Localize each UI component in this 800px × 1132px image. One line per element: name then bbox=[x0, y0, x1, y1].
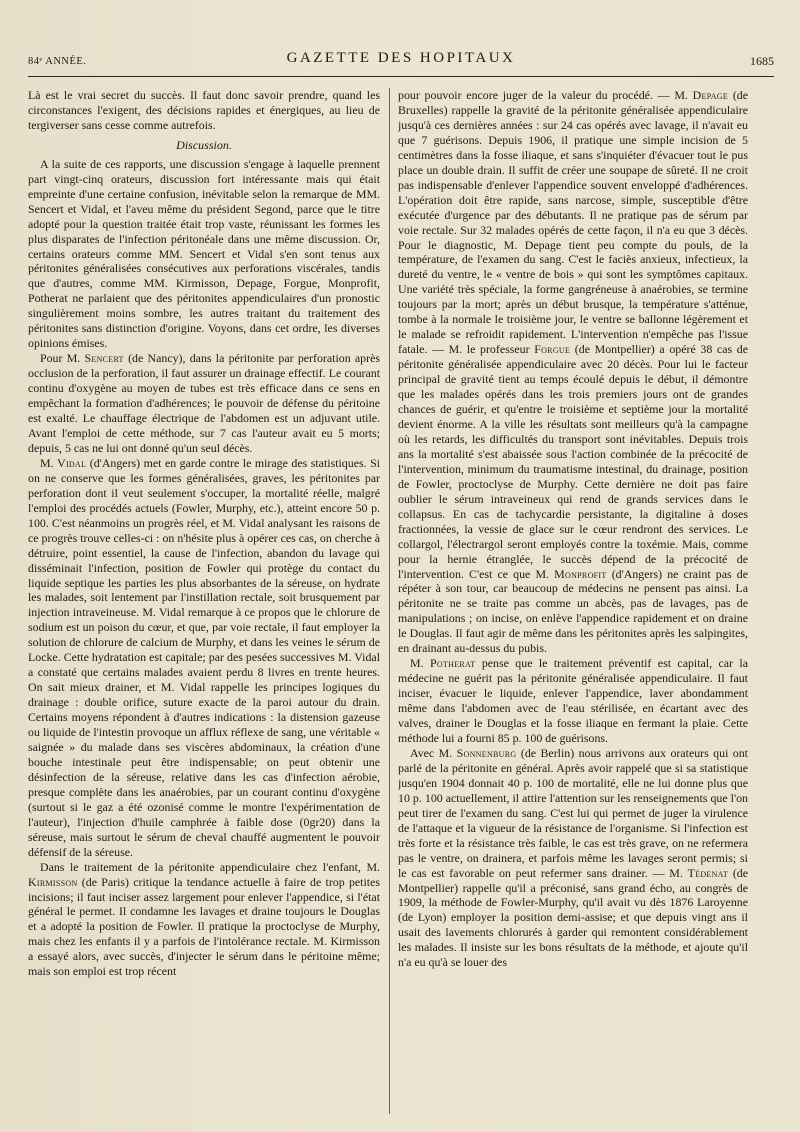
paragraph bbox=[28, 456, 380, 860]
paragraph bbox=[28, 860, 380, 980]
header-rule bbox=[28, 76, 774, 77]
paragraph bbox=[398, 746, 748, 970]
paragraph: A la suite de ces rapports, une discussion s'engage à laquelle prennent part vingt-cinq orateurs, discussion fort intéressante mais qui était empreinte d'une certaine confusion, inévitable selon la remarque de MM. Sencert et Vidal, et l'aveu même du président Segond, parce que le titre adopté pour la question traitée était trop vaste, réunissant les formes les plus disparates de l'infection péritonéale dans une même discussion. Or, certains orateurs comme MM. Sencert et Vidal s'en sont tenus aux péritonites généralisées consécutives aux perforations viscérales, tandis que d'autres, comme MM. Kirmisson, Depage, Forgue, Monprofit, Potherat ne parlaient que des péritonites appendiculaires d'un pronostic singulièrement moins sombre, les autres traitant du traitement des péritonites sans distinction d'origine. Voyons, dans cet ordre, les diverses opinions émises. bbox=[28, 156, 380, 351]
column-divider bbox=[389, 88, 390, 1114]
header-year: 84ᵉ ANNÉE. bbox=[28, 56, 87, 67]
text-run: pense que le traitement préventif est capital, car la médecine ne guérit pas la péritonite généralisée appendiculaire. Il faut inciser, évacuer le liquide, enlever l'appendice, laver abondamment même dans l'abdomen avec de l'eau stérilisée, en écartant avec des valves, drainer le Douglas et la fosse iliaque en fermant la plaie. Cette méthode lui a fourni 85 p. 100 de guérisons. bbox=[398, 656, 748, 745]
paragraph bbox=[398, 656, 748, 746]
paragraph: Là est le vrai secret du succès. Il faut donc savoir prendre, quand les circonstances l'exigent, des décisions rapides et énergiques, au lieu de tergiverser sans cesse comme autrefois. bbox=[28, 88, 380, 132]
text-run: (de Bruxelles) rappelle la gravité de la péritonite généralisée appendiculaire jusqu'à ces dernières années : sur 24 cas opérés avec lavage, il n'avait eu que 7 guérisons. Depuis 1906, il pratique une simple incision de 5 centimètres dans la fosse iliaque, et sans s'inquiéter d'évacuer tout le pus place un double drain. Il suffit de créer une soupape de sûreté. Il ne croit pas indispensable d'enlever l'appendice souvent enveloppé d'adhérences. L'opération doit être rapide, sans narcose, simple, susceptible d'être exécutée d'urgence par des débutants. Il ne pratique pas de sérum par voie rectale. Sur 32 malades opérés de cette façon, il n'a eu que 3 décès. Pour le diagnostic, M. Depage tient peu compte du pouls, de la température, de l'examen du sang. C'est le faciès anxieux, infectieux, la dureté du ventre, le « ventre de bois » qui sont les symptômes capitaux. Une variété très spéciale, la forme gangréneuse à anaérobies, se termine toujours par la mort; après un début brusque, la température s'atténue, tombe à la normale le troisième jour, le ventre se ballonne légèrement et le malade se refroidit rapidement. L'intervention n'empêche pas l'issue fatale. — M. le professeur bbox=[398, 88, 748, 357]
author-name: Depage bbox=[692, 88, 729, 102]
right-column bbox=[398, 88, 748, 1118]
text-run: Avec M. bbox=[410, 745, 457, 760]
text-run: (de Montpellier) rappelle qu'il a préconisé, sans grand écho, au congrès de 1909, la méthode de Fowler-Murphy, qu'il avait vu dès 1876 Laroyenne (de Lyon) employer la position demi-assise; et que depuis vingt ans il usait des lavements chlorurés à garder qui remontent considérablement les malades. Il insiste sur les bons résultats de la méthode, et ajoute qu'il n'a eu qu'à se louer des bbox=[398, 865, 748, 970]
section-heading: Discussion. bbox=[176, 137, 232, 152]
text-run: (de Nancy), dans la péritonite par perforation après occlusion de la perforation, il faut assurer un drainage effectif. Le courant continu d'oxygène au moyen de tubes est très efficace dans ce sens en empêchant la formation d'adhérences; le pouvoir de défense du péritoine est exalté. Le chauffage électrique de l'abdomen est un adjuvant utile. Avant l'emploi de cette méthode, sur 7 cas l'auteur avait eu 5 morts; depuis, 5 cas ne lui ont donné qu'un seul décès. bbox=[28, 351, 380, 455]
author-name: Sonnenburg bbox=[456, 745, 517, 760]
author-name: Potherat bbox=[429, 656, 476, 671]
page-number: 1685 bbox=[750, 54, 774, 68]
author-name: Monprofit bbox=[554, 566, 607, 581]
paragraph bbox=[398, 88, 748, 656]
author-name: Kirmisson bbox=[28, 874, 78, 889]
text-run: (de Berlin) nous arrivons aux orateurs qui ont parlé de la péritonite en général. Après avoir rappelé que si sa statistique jusqu'en 1904 donnait 40 p. 100 de mortalité, elle ne lui donne plus que 10 p. 100 actuellement, il attire l'attention sur les renseignements que l'on peut tirer de l'examen du sang. C'est lui qui permet de juger la virulence de l'attaque et la vigueur de la résistance de l'organisme. Si l'infection est très forte et la résistance très faible, le cas est très grave, on ne refermera pas le ventre, on drainera, et parfois même les lavages seront permis; si le cas est favorable on peut refermer sans drainer. — M. bbox=[398, 745, 748, 880]
text-run: (de Paris) critique la tendance actuelle à faire de trop petites incisions; il faut inciser assez largement pour enlever l'appendice, si l'état général le permet. Il condamne les lavages et draine toujours le Douglas et a adopté la position de Fowler. Il pratique la proctoclyse de Murphy, mais chez les enfants il y a parfois de l'intolérance rectale. M. Kirmisson a essayé alors, avec succès, d'injecter le sérum dans le péritoine même; mais son emploi est trop récent bbox=[28, 874, 380, 979]
author-name: Forgue bbox=[534, 342, 571, 357]
page-header bbox=[28, 50, 774, 72]
journal-title: GAZETTE DES HOPITAUX bbox=[286, 50, 516, 66]
text-run: Dans le traitement de la péritonite appendiculaire chez l'enfant, M. bbox=[40, 859, 380, 874]
text-run: pour pouvoir encore juger de la valeur du procédé. — M. bbox=[398, 88, 693, 102]
text-run: M. bbox=[40, 455, 58, 470]
text-run: (d'Angers) ne craint pas de répéter à son tour, car beaucoup de médecins ne pensent pas ainsi. La péritonite ne se traite pas comme un abcès, pas de lavages, pas de manipulations ; on incise, on enlève l'appendice rapidement et on draine le Douglas. Il faut agir de même dans les péritonites après les salpingites, en drainant au-dessus du pubis. bbox=[398, 566, 748, 656]
left-column bbox=[28, 88, 380, 1118]
text-run: (de Montpellier) a opéré 38 cas de péritonite généralisée appendiculaire avec 20 décès. Pour lui le facteur principal de gravité tient au temps écoulé depuis le début, il démontre que les malades opérés dans les trois premiers jours ont de grandes chances de guérir, et qu'entre le troisième et septième jour la mortalité devient énorme. A la ville les résultats sont meilleurs qu'à la campagne où les retards, les difficultés du transport sont inévitables. Depuis trois ans la mortalité s'est abaissée sous l'action combinée de la précocité de l'intervention, minimum du traumatisme intestinal, du drainage, position de Fowler, proctoclyse de Murphy. Cette dernière ne doit pas faire oublier le sérum intraveineux qui rend de grands services dans le collapsus. En cas de tachycardie persistante, la digitaline à doses fractionnées, la vessie de glace sur le cœur rendront des services. Le collargol, l'électrargol seront employés contre la toxémie. Mais, comme pour la hernie étranglée, le succès dépend de la précocité de l'intervention. C'est ce que M. bbox=[398, 342, 748, 581]
author-name: Vidal bbox=[57, 455, 87, 470]
text-run: (d'Angers) met en garde contre le mirage des statistiques. Si on ne conserve que les formes généralisées, graves, les péritonites par perforation dont il veut seulement s'occuper, la mortalité réelle, malgré l'emploi des procédés actuels (Fowler, Murphy, etc.), atteint encore 50 p. 100. C'est néanmoins un progrès réel, et M. Vidal analysant les raisons de ce progrès trouve celles-ci : on n'hésite plus à opérer ces cas, on cherche à détruire, point essentiel, la cause de l'infection, abandon du lavage qui disséminait l'infection, position de Fowler qui protège du contact du liquide septique les parties les plus absorbantes de la séreuse, on hydrate les malades, soit lentement par l'instillation rectale, soit brusquement par injection intraveineuse. M. Vidal remarque à ce propos que le chlorure de sodium est un poison du cœur, et que, par voie rectale, il faut employer la solution de chlorure de calcium de Murphy, et dans les veines le sérum de Locke. Cette hydratation est capitale; par des pesées successives M. Vidal a constaté que certains malades avaient perdu 8 livres en trente heures. On sait mieux drainer, et M. Vidal rappelle les principes logiques du drainage : double orifice, suture exacte de la paroi autour du drain. Certains moyens répondent à d'autres indications : la distension gazeuse ou liquide de l'intestin provoque un afflux réflexe de sang, une véritable « saignée » du malade dans ses viscères abdominaux, la création d'une bouche intestinale peut être indispensable; on peut obtenir une désinfection de la séreuse, relative dans les cas d'infection aérobie, presque complète dans les anaérobies, par un courant continu d'oxygène (surtout si le gaz a été ozonisé comme le montre l'expérimentation de l'auteur), l'injection d'huile camphrée à faible dose (0gr20) dans la séreuse, mais surtout le sérum de cheval chauffé augmentent le pouvoir défensif de la séreuse. bbox=[28, 455, 380, 859]
paragraph bbox=[28, 351, 380, 456]
author-name: Sencert bbox=[84, 351, 124, 366]
author-name: Tédenat bbox=[687, 865, 729, 880]
text-run: Pour M. bbox=[40, 351, 85, 366]
text-run: M. bbox=[410, 656, 430, 671]
